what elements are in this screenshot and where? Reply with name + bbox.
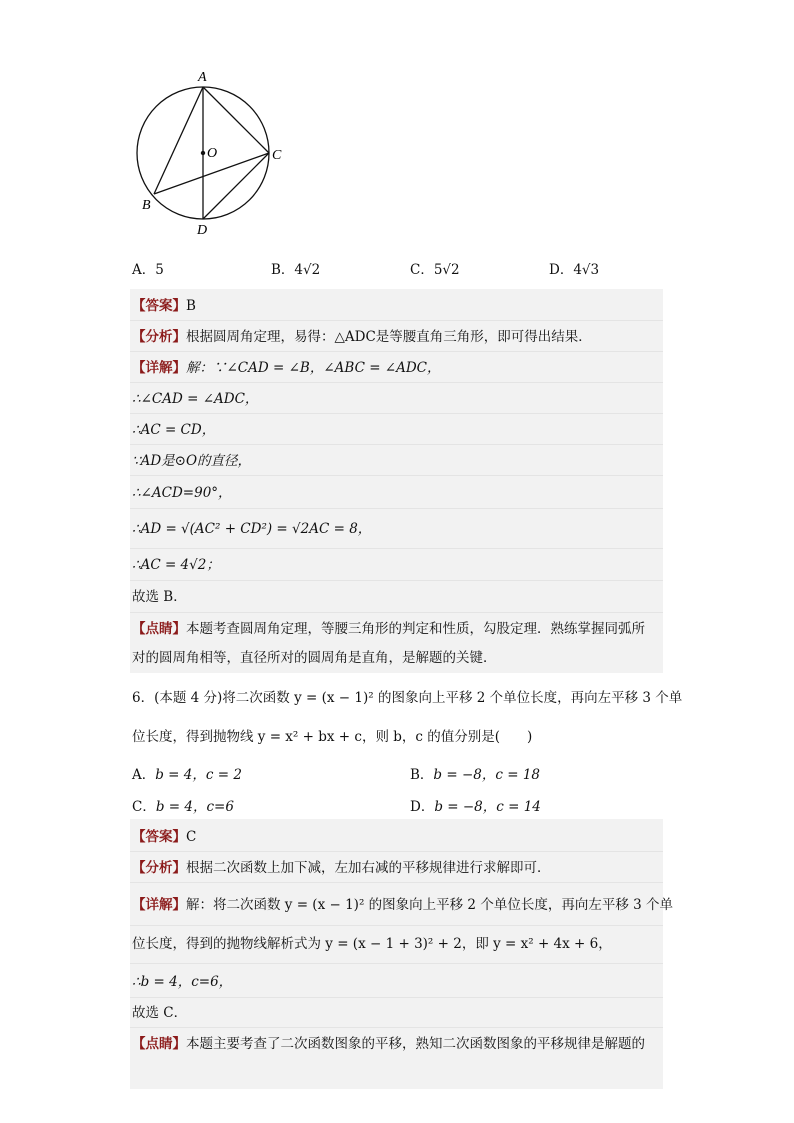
q5-answer-line xyxy=(132,296,196,316)
q6-option-d-label: D． xyxy=(410,799,435,815)
divider xyxy=(130,413,663,414)
detail-tag: 【详解】 xyxy=(132,360,186,376)
q6-question-line-2: 位长度，得到抛物线 y = x² + bx + c，则 b，c 的值分别是( ) xyxy=(132,729,533,745)
q5-analysis: 根据圆周角定理，易得：△ADC是等腰直角三角形，即可得出结果． xyxy=(186,329,592,345)
q5-step-8: 故选 B． xyxy=(132,589,187,605)
q6-answer: C xyxy=(186,829,197,845)
divider xyxy=(130,882,663,883)
q5-option-a-label: A． xyxy=(132,262,156,278)
circle-geometry-figure xyxy=(128,66,298,238)
divider xyxy=(130,548,663,549)
q6-option-c-label: C． xyxy=(132,799,156,815)
divider xyxy=(130,351,663,352)
q5-step-5: ∴∠ACD=90°， xyxy=(132,485,232,501)
q5-option-d-value: 4√3 xyxy=(573,262,600,278)
q5-option-a-value: 5 xyxy=(155,262,164,278)
divider xyxy=(130,444,663,445)
q6-detail-2: 位长度，得到的抛物线解析式为 y = (x − 1 + 3)² + 2，即 y = x² + 4x + 6， xyxy=(132,936,612,952)
label-d: D xyxy=(197,223,208,238)
q6-option-c-value: b = 4，c=6 xyxy=(155,799,234,815)
q5-comment-1: 本题考查圆周角定理，等腰三角形的判定和性质，勾股定理．熟练掌握同弧所 xyxy=(186,621,645,637)
q6-option-d-value: b = −8，c = 14 xyxy=(434,799,541,815)
divider xyxy=(130,925,663,926)
answer-tag: 【答案】 xyxy=(132,829,186,845)
detail-tag: 【详解】 xyxy=(132,897,186,913)
q5-step-2: ∴∠CAD = ∠ADC， xyxy=(132,391,259,407)
q5-comment-2: 对的圆周角相等，直径所对的圆周角是直角，是解题的关键． xyxy=(132,650,497,666)
q6-analysis: 根据二次函数上加下减，左加右减的平移规律进行求解即可． xyxy=(186,860,551,876)
comment-tag: 【点睛】 xyxy=(132,1036,186,1052)
divider xyxy=(130,851,663,852)
label-c: C xyxy=(272,148,282,163)
segment-ac xyxy=(203,87,269,153)
q6-question-line-1: 6．(本题 4 分)将二次函数 y = (x − 1)² 的图象向上平移 2 个单位长度，再向左平移 3 个单 xyxy=(132,690,683,706)
label-b: B xyxy=(142,198,151,213)
q6-comment: 本题主要考查了二次函数图象的平移，熟知二次函数图象的平移规律是解题的 xyxy=(186,1036,645,1052)
q5-option-c xyxy=(410,258,460,278)
q6-option-a-label: A． xyxy=(132,767,156,783)
comment-tag: 【点睛】 xyxy=(132,621,186,637)
q5-step-1: 解：∵∠CAD = ∠B，∠ABC = ∠ADC， xyxy=(186,360,441,376)
q6-option-d xyxy=(410,795,541,815)
divider xyxy=(130,382,663,383)
analysis-tag: 【分析】 xyxy=(132,329,186,345)
q5-option-a xyxy=(132,258,164,278)
q5-detail-line-1 xyxy=(132,358,441,378)
q6-option-a xyxy=(132,763,242,783)
q6-detail-3: ∴b = 4，c=6， xyxy=(132,974,233,990)
label-a: A xyxy=(198,70,207,85)
q5-option-c-value: 5√2 xyxy=(433,262,460,278)
divider xyxy=(130,963,663,964)
q5-answer: B xyxy=(186,298,196,314)
q5-option-c-label: C． xyxy=(410,262,434,278)
q5-analysis-line xyxy=(132,327,592,347)
answer-tag: 【答案】 xyxy=(132,298,186,314)
q6-option-b-label: B． xyxy=(410,767,434,783)
q6-detail-4: 故选 C． xyxy=(132,1005,188,1021)
q6-detail-1: 解：将二次函数 y = (x − 1)² 的图象向上平移 2 个单位长度，再向左平移 3 个单 xyxy=(186,897,673,913)
q6-comment-line xyxy=(132,1034,645,1054)
q5-step-3: ∴AC = CD， xyxy=(132,422,216,438)
q6-option-b xyxy=(410,763,540,783)
divider xyxy=(130,580,663,581)
q5-option-b-label: B． xyxy=(271,262,295,278)
divider xyxy=(130,612,663,613)
q6-option-c xyxy=(132,795,234,815)
q5-option-b xyxy=(271,258,320,278)
divider xyxy=(130,997,663,998)
q5-step-7: ∴AC = 4√2； xyxy=(132,557,220,573)
q5-step-4: ∵AD是⊙O的直径， xyxy=(132,453,252,469)
divider xyxy=(130,1027,663,1028)
center-point-o xyxy=(201,151,205,155)
analysis-tag: 【分析】 xyxy=(132,860,186,876)
q5-option-d xyxy=(549,258,599,278)
q6-answer-line xyxy=(132,827,196,847)
q6-option-a-value: b = 4，c = 2 xyxy=(155,767,242,783)
segment-ab xyxy=(154,87,203,194)
q6-analysis-line xyxy=(132,858,551,878)
segment-cd xyxy=(203,153,269,219)
q5-comment-line-1 xyxy=(132,619,645,639)
q6-option-b-value: b = −8，c = 18 xyxy=(433,767,540,783)
divider xyxy=(130,508,663,509)
divider xyxy=(130,475,663,476)
q6-detail-line-1 xyxy=(132,895,673,915)
q5-step-6: ∴AD = √(AC² + CD²) = √2AC = 8， xyxy=(132,521,372,537)
q5-option-d-label: D． xyxy=(549,262,574,278)
divider xyxy=(130,320,663,321)
label-o: O xyxy=(207,146,218,161)
q5-option-b-value: 4√2 xyxy=(294,262,321,278)
